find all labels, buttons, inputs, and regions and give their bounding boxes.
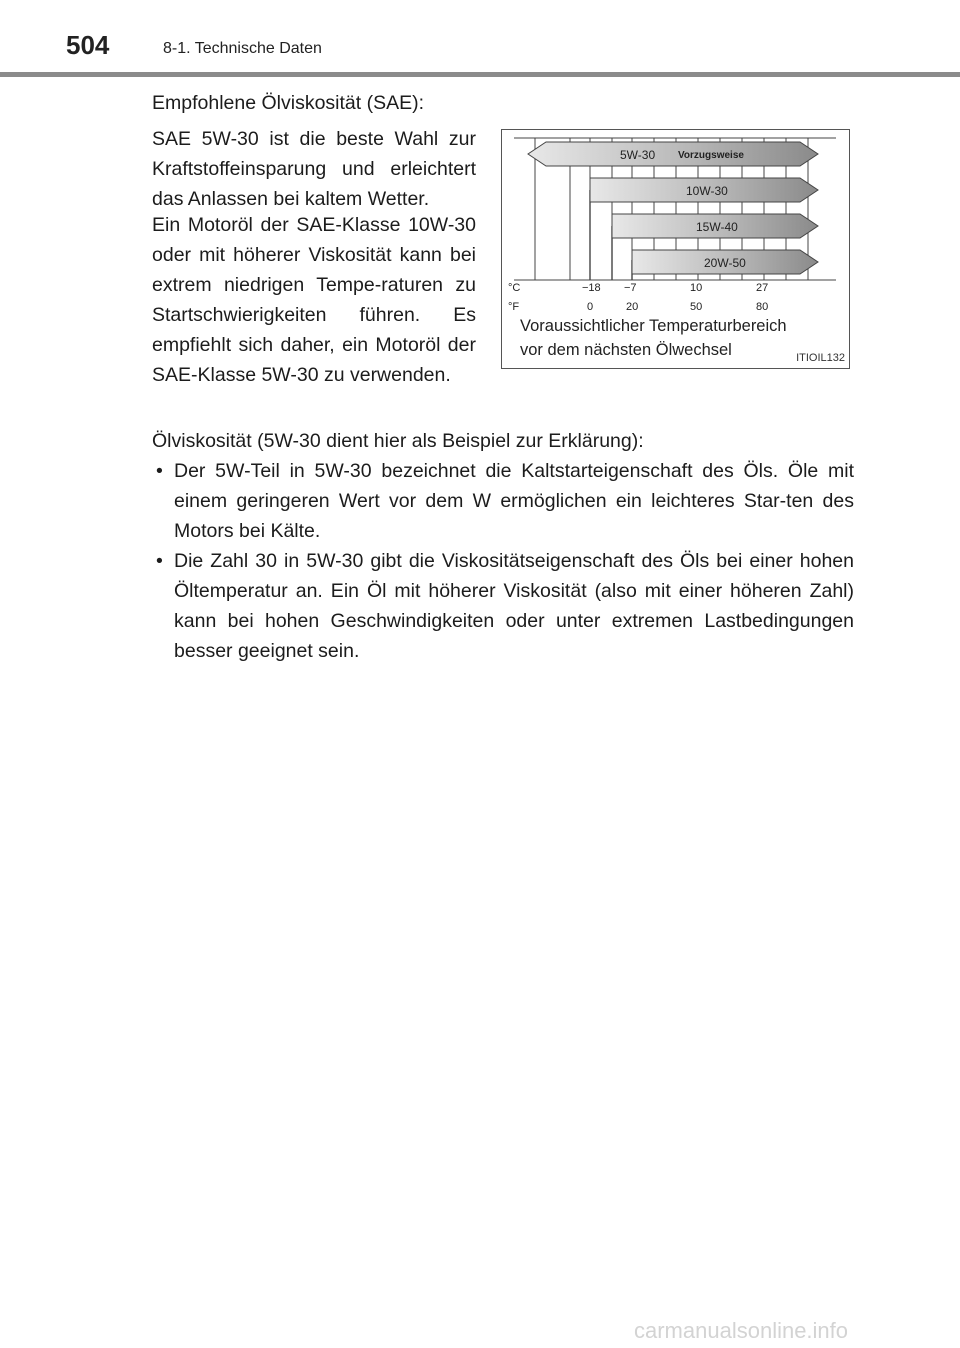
- bullet-marker: •: [156, 460, 163, 482]
- tick-f-1: 20: [626, 301, 639, 313]
- bar-label-5w30: 5W-30: [620, 148, 656, 162]
- tick-c-1: −7: [624, 282, 637, 294]
- bar-label-15w40: 15W-40: [696, 220, 738, 234]
- tick-f-3: 80: [756, 301, 769, 313]
- figure-code: ITIOIL132: [796, 352, 845, 364]
- bar-note-preferred: Vorzugsweise: [678, 150, 744, 161]
- page-number: 504: [66, 30, 110, 60]
- bar-label-20w50: 20W-50: [704, 256, 746, 270]
- list-item-text: Die Zahl 30 in 5W-30 gibt die Viskositätseigenschaft des Öls bei einer hohen Öltemperatur an. Ein Öl mit höherer Viskosität (also mit einer höheren Zahl) kann bei hohen Geschwindigkeiten oder unter extremen Lastbedingungen besser geeignet sein.: [174, 550, 854, 662]
- list-item-text: Der 5W-Teil in 5W-30 bezeichnet die Kaltstarteigenschaft des Öls. Öle mit einem geringeren Wert vor dem W ermöglichen ein leichteres Star-ten des Motors bei Kälte.: [174, 460, 854, 542]
- bar-15w40: [612, 214, 818, 238]
- tick-c-0: −18: [582, 282, 601, 294]
- section-title: 8-1. Technische Daten: [163, 40, 322, 57]
- figure-caption-line-1: Voraussichtlicher Temperaturbereich: [520, 317, 787, 335]
- unit-celsius: °C: [508, 282, 521, 294]
- paragraph-cold-start: Ein Motoröl der SAE-Klasse 10W-30 oder mit höherer Viskosität kann bei extrem niedrigen Tempe-raturen zu Startschwierigkeiten führen. Es empfiehlt sich daher, ein Motoröl der SAE-Klasse 5W-30 zu verwenden.: [152, 214, 476, 386]
- bar-10w30: [590, 178, 818, 202]
- paragraph-recommendation: SAE 5W-30 ist die beste Wahl zur Kraftstoffeinsparung und erleichtert das Anlassen bei kaltem Wetter.: [152, 128, 476, 210]
- figure-caption: [520, 314, 787, 362]
- figure-caption-line-2: vor dem nächsten Ölwechsel: [520, 341, 732, 359]
- tick-c-3: 27: [756, 282, 769, 294]
- unit-fahrenheit: °F: [508, 301, 520, 313]
- viscosity-heading: Empfohlene Ölviskosität (SAE):: [152, 92, 425, 114]
- tick-f-2: 50: [690, 301, 703, 313]
- bar-5w30: [528, 142, 818, 166]
- bar-label-10w30: 10W-30: [686, 184, 728, 198]
- tick-f-0: 0: [587, 301, 594, 313]
- tick-c-2: 10: [690, 282, 703, 294]
- paragraph-viscosity-example: Ölviskosität (5W-30 dient hier als Beispiel zur Erklärung):: [152, 430, 644, 452]
- bar-20w50: [632, 250, 818, 274]
- explanation-list: [152, 456, 854, 666]
- list-item: [152, 456, 854, 546]
- header-rule: [0, 72, 960, 77]
- list-item: [152, 546, 854, 666]
- footer-watermark: carmanualsonline.info: [634, 1318, 849, 1343]
- oil-viscosity-figure: [501, 129, 850, 369]
- bullet-marker: •: [156, 550, 163, 572]
